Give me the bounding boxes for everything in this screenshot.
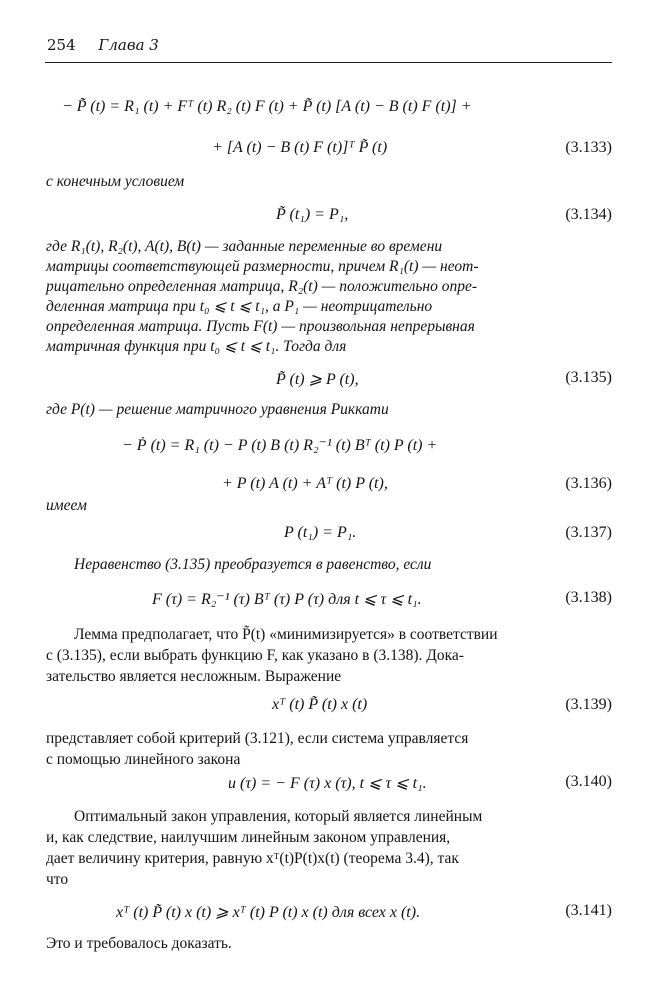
equation-3-136-line-1: − Ṗ (t) = R₁ (t) − P (t) B (t) R₂⁻¹ (t) Bᵀ (t) P (t) +	[122, 437, 438, 454]
equation-number-3-134: (3.134)	[565, 206, 612, 223]
equation-number-3-135: (3.135)	[565, 369, 612, 386]
lemma-line: Лемма предполагает, что P̃(t) «минимизируется» в соответствии	[74, 626, 498, 643]
lemma-line: с (3.135), если выбрать функцию F, как указано в (3.138). Дока-	[46, 647, 464, 664]
optimal-line: Оптимальный закон управления, который является линейным	[74, 808, 483, 825]
definitions-line: рицательно определенная матрица, R₂(t) — положительно опре-	[46, 278, 477, 295]
equation-3-139: xᵀ (t) P̃ (t) x (t)	[272, 696, 368, 713]
equation-number-3-133: (3.133)	[565, 139, 612, 156]
equation-number-3-141: (3.141)	[565, 902, 612, 919]
optimal-line: дает величину критерия, равную xᵀ(t)P(t)x(t) (теорема 3.4), так	[46, 850, 459, 867]
equation-3-138: F (τ) = R₂⁻¹ (τ) Bᵀ (τ) P (τ) для t ⩽ τ ⩽ t₁.	[152, 591, 422, 608]
lemma-paragraph	[46, 624, 498, 687]
equation-number-3-138: (3.138)	[565, 589, 612, 606]
equation-number-3-139: (3.139)	[565, 696, 612, 713]
equation-3-140: u (τ) = − F (τ) x (τ), t ⩽ τ ⩽ t₁.	[228, 775, 427, 792]
equation-3-141: xᵀ (t) P̃ (t) x (t) ⩾ xᵀ (t) P (t) x (t) для всех x (t).	[116, 904, 421, 921]
equation-number-3-140: (3.140)	[565, 773, 612, 790]
equation-number-3-136: (3.136)	[565, 475, 612, 492]
equation-3-135: P̃ (t) ⩾ P (t),	[276, 371, 359, 388]
definitions-line: где R₁(t), R₂(t), A(t), B(t) — заданные переменные во времени	[46, 238, 443, 255]
definitions-line: матричная функция при t₀ ⩽ t ⩽ t₁. Тогда для	[46, 338, 347, 355]
equation-3-137: P (t₁) = P₁.	[284, 524, 357, 541]
riccati-text: где P(t) — решение матричного уравнения Риккати	[46, 401, 389, 418]
lemma-line: зательство является несложным. Выражение	[46, 668, 342, 685]
we-have-text: имеем	[46, 497, 87, 514]
definitions-line: матрицы соответствующей размерности, причем R₁(t) — неот-	[46, 258, 479, 275]
definitions-line: определенная матрица. Пусть F(t) — произвольная непрерывная	[46, 318, 475, 335]
equation-3-133-line-1: − P̃̇ (t) = R₁ (t) + Fᵀ (t) R₂ (t) F (t) + P̃ (t) [A (t) − B (t) F (t)] +	[62, 98, 472, 115]
optimal-line: что	[46, 871, 69, 888]
definitions-paragraph	[46, 237, 479, 357]
optimal-paragraph	[46, 806, 482, 890]
chapter-title: Глава 3	[98, 36, 159, 54]
page-number: 254	[47, 36, 76, 54]
proof-end-text: Это и требовалось доказать.	[46, 935, 232, 952]
equation-3-136-line-2: + P (t) A (t) + Aᵀ (t) P (t),	[222, 475, 388, 492]
equation-3-133-line-2: + [A (t) − B (t) F (t)]ᵀ P̃ (t)	[212, 139, 388, 156]
final-condition-text: с конечным условием	[46, 173, 185, 190]
equation-3-134: P̃ (t₁) = P₁,	[276, 206, 349, 223]
inequality-text: Неравенство (3.135) преобразуется в равенство, если	[74, 556, 432, 573]
equation-number-3-137: (3.137)	[565, 524, 612, 541]
header-rule	[45, 62, 612, 63]
page-header	[47, 36, 159, 54]
criterion-line: представляет собой критерий (3.121), если система управляется	[46, 730, 469, 747]
criterion-paragraph	[46, 728, 468, 770]
definitions-line: деленная матрица при t₀ ⩽ t ⩽ t₁, а P₁ — неотрицательно	[46, 298, 433, 315]
optimal-line: и, как следствие, наилучшим линейным законом управления,	[46, 829, 451, 846]
criterion-line: с помощью линейного закона	[46, 751, 241, 768]
